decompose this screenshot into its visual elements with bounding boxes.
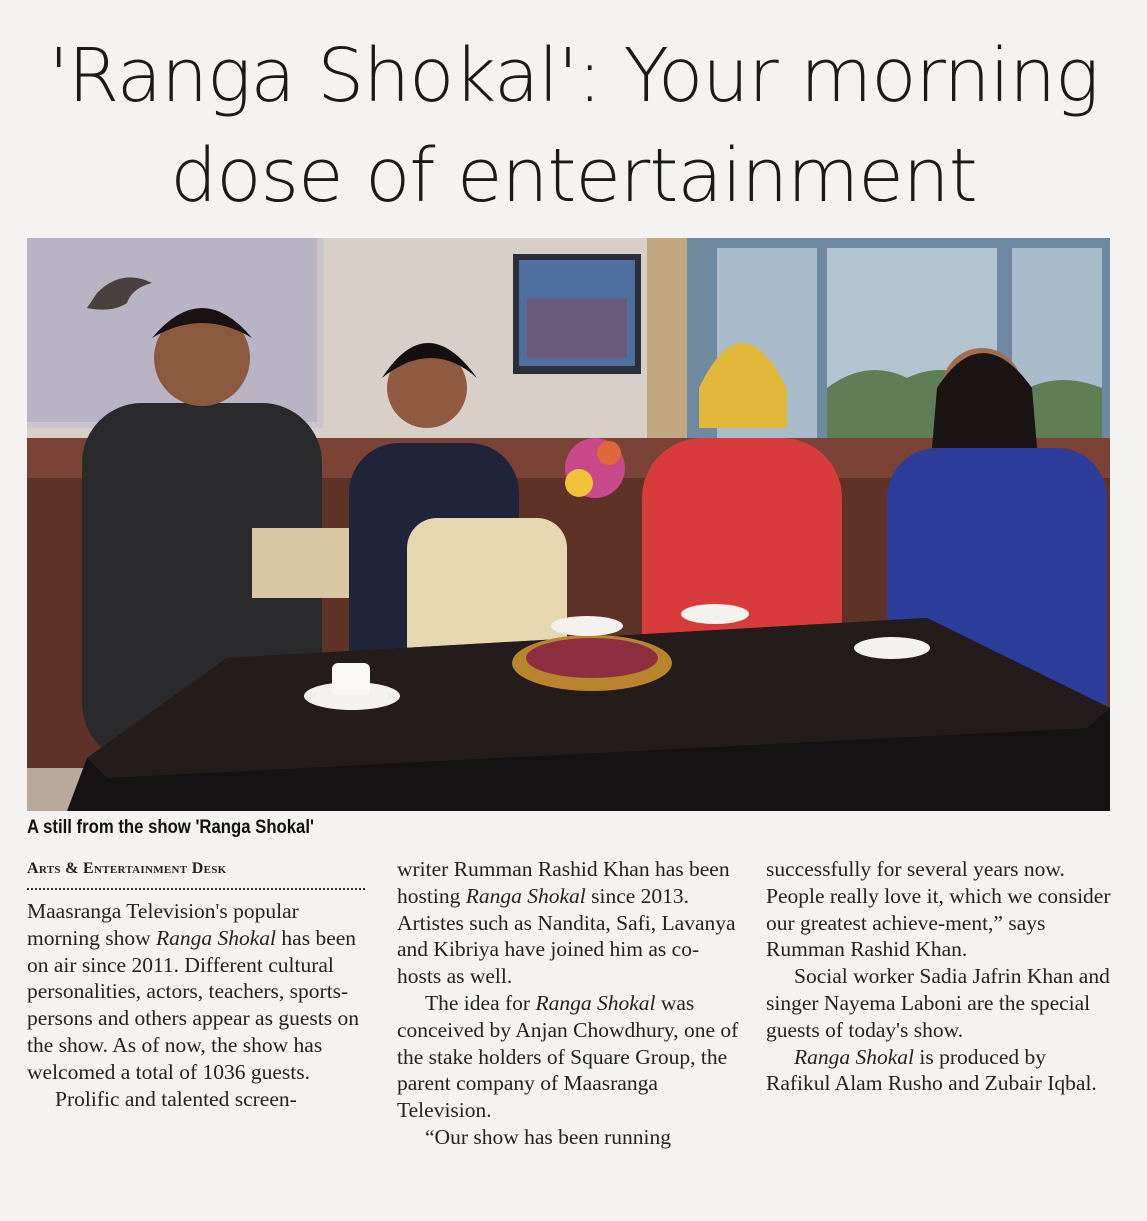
headline-line-1: 'Ranga Shokal': Your morning [48,33,1099,119]
paragraph: “Our show has been running [425,1124,672,1149]
article-column-2 [397,856,742,1151]
article-column-3 [766,856,1111,1097]
paragraph: Prolific and talented screen- [55,1086,297,1111]
paragraph: Maasranga Television's popular morning show Ranga Shokal has been on air since 2011. Different cultural personalities, actors, teachers, sports-persons and others appear as guests on the show. As of now, the show has welcomed a total of 1036 guests. [27,899,359,1084]
desk-byline: Arts & Entertainment Desk [27,860,227,877]
paragraph: successfully for several years now. People really love it, which we consider our greatest achieve-ment,” says Rumman Rashid Khan. [766,857,1111,962]
byline-divider [27,888,365,890]
paragraph: Ranga Shokal is produced by Rafikul Alam Rusho and Zubair Iqbal. [766,1044,1097,1096]
photo-caption: A still from the show 'Ranga Shokal' [27,817,314,838]
headline [20,26,1127,226]
paragraph: writer Rumman Rashid Khan has been hosting Ranga Shokal since 2013. Artistes such as Nandita, Safi, Lavanya and Kibriya have joined him as co-hosts as well. [397,857,736,989]
paragraph: Social worker Sadia Jafrin Khan and singer Nayema Laboni are the special guests of today's show. [766,964,1110,1042]
paragraph: The idea for Ranga Shokal was conceived by Anjan Chowdhury, one of the stake holders of Square Group, the parent company of Maasranga Television. [397,990,739,1123]
article-column-1 [27,856,372,1112]
show-photo [27,238,1110,811]
headline-line-2: dose of entertainment [170,133,977,219]
